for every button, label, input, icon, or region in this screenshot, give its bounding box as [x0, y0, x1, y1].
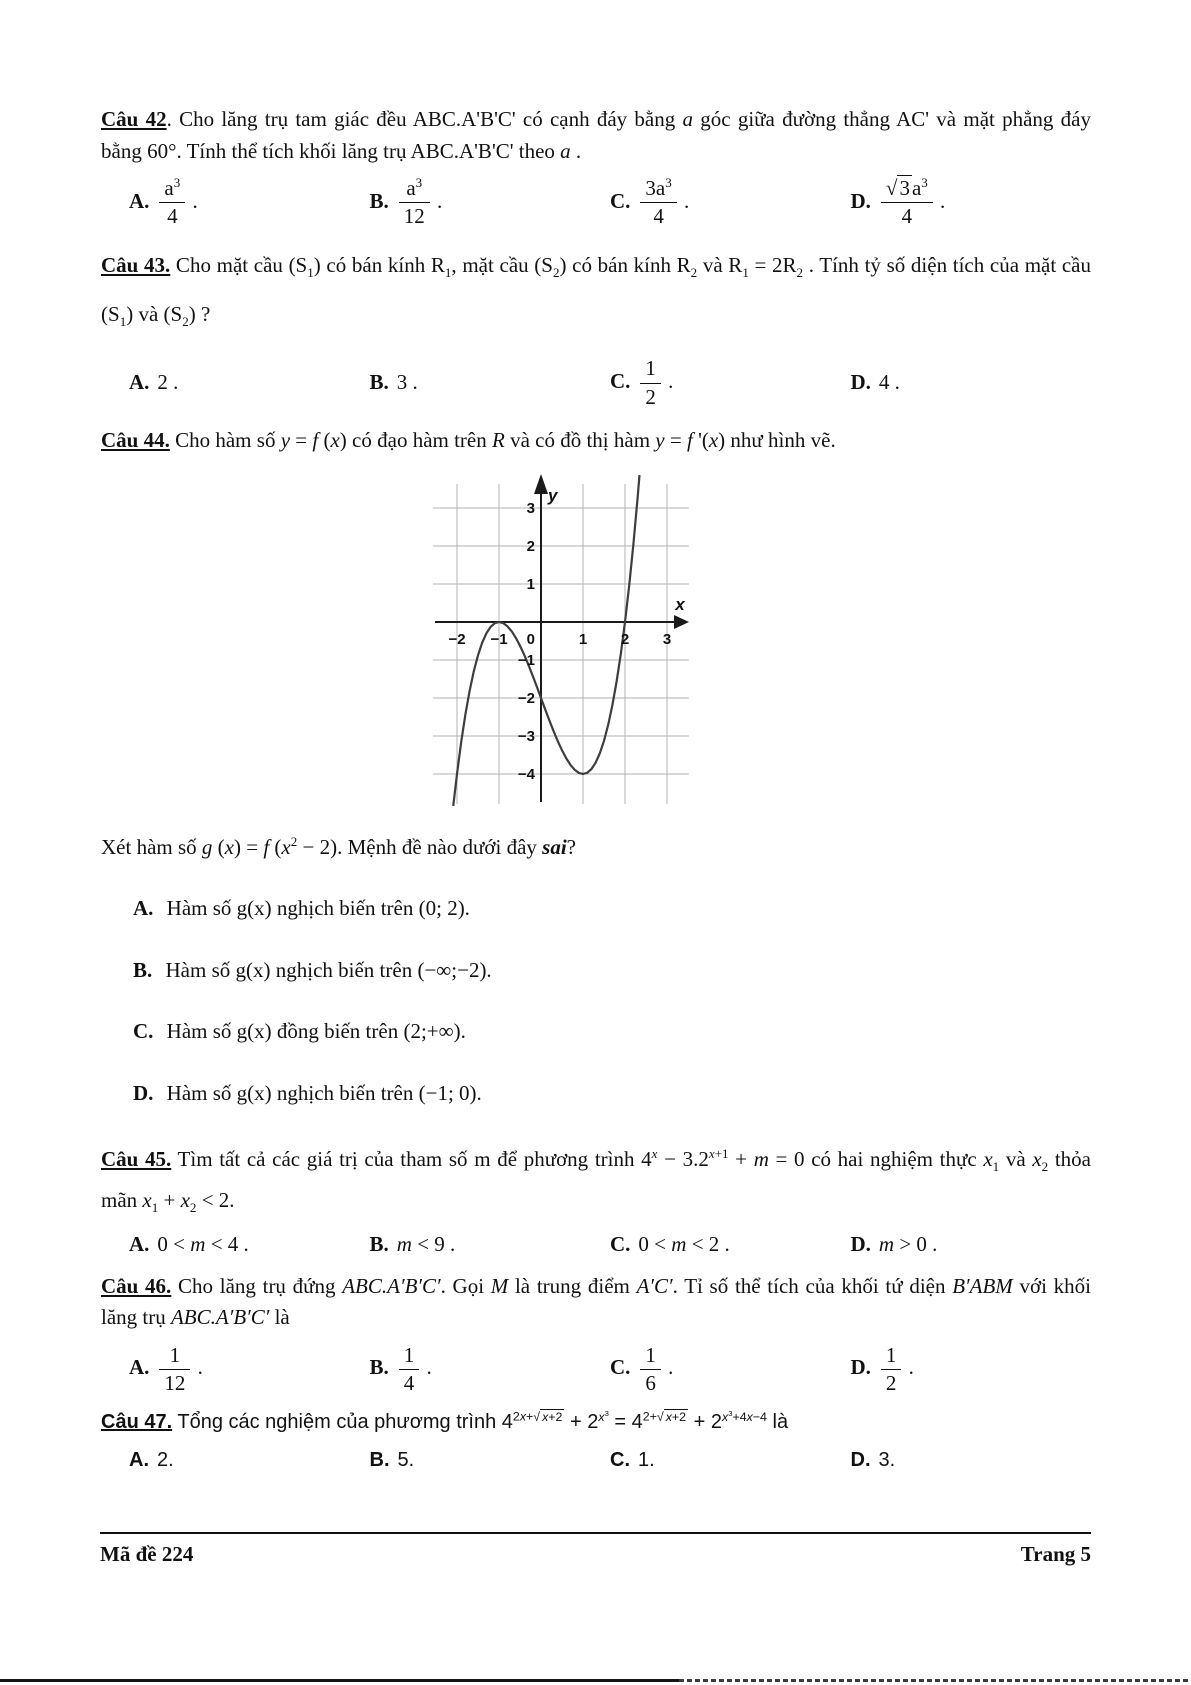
bottom-edge-dashed: [679, 1679, 1191, 1682]
q43-option-c: [610, 355, 851, 411]
question-47-options: [129, 1445, 1091, 1475]
exam-code: Mã đề 224: [100, 1542, 194, 1566]
option-value: $\frac{1}{4}$ .: [397, 1355, 432, 1379]
derivative-curve: [453, 475, 640, 806]
option-letter: B.: [369, 1232, 389, 1257]
option-value: $\frac{1}{12}$ .: [157, 1355, 203, 1379]
option-value: $\frac{√3a^3}{4}$ .: [879, 189, 945, 213]
option-value: Hàm số g(x) nghịch biến trên (−1; 0).: [161, 1080, 482, 1105]
question-43-options: [129, 355, 1091, 411]
question-45-label: Câu 45.: [101, 1147, 172, 1172]
option-letter: C.: [610, 188, 631, 213]
y-tick-label: 2: [526, 538, 535, 556]
question-44-options: [101, 893, 1091, 1109]
q47-option-b: [370, 1445, 611, 1475]
y-tick-label: −2: [517, 690, 535, 708]
q42-option-b: [370, 175, 611, 231]
question-45-options: [129, 1229, 1091, 1261]
question-47-body: Tổng các nghiệm của phươmg trình $4^{2x+√ x+2} + 2^{x^3} = 4^{2+√ x+2} + 2^{x^3+4x-4}$ là: [172, 1408, 789, 1434]
option-value: 5.: [397, 1449, 415, 1472]
derivative-graph: [433, 470, 691, 806]
bottom-edge-solid: [0, 1679, 679, 1682]
option-letter: A.: [129, 1449, 149, 1472]
question-43: [101, 241, 1091, 411]
option-letter: B.: [369, 1449, 390, 1472]
q46-option-d: [851, 1342, 1092, 1398]
q42-option-c: [610, 175, 851, 231]
question-42-options: [129, 175, 1091, 231]
option-value: m > 0 .: [878, 1232, 938, 1257]
q44-option-b: [101, 955, 1091, 987]
option-letter: C.: [610, 368, 631, 393]
option-letter: C.: [610, 1449, 630, 1472]
x-axis-label: x: [675, 595, 685, 615]
option-value: $\frac{1}{2}$ .: [638, 369, 673, 393]
q47-option-c: [610, 1445, 851, 1475]
option-letter: D.: [850, 1355, 871, 1380]
question-43-body: Cho mặt cầu $(S_1)$ có bán kính $R_1$, mặt cầu $(S_2)$ có bán kính $R_2$ và $R_1 = 2R_2$ . Tính tỷ số diện tích của mặt cầu $(S_1)$ và $(S_2)$ ?: [101, 252, 1091, 330]
option-letter: D.: [850, 188, 871, 213]
page-footer: [100, 1532, 1091, 1571]
option-value: $\frac{a^3}{12}$ .: [397, 189, 443, 213]
option-value: $\frac{a^3}{4}$ .: [157, 189, 197, 213]
q43-option-d: [851, 367, 1092, 399]
option-letter: C.: [610, 1355, 631, 1380]
option-letter: A.: [129, 370, 150, 395]
x-tick-label: 3: [662, 631, 672, 649]
question-43-label: Câu 43.: [101, 252, 171, 277]
question-46-text: [101, 1271, 1091, 1334]
y-tick-label: 1: [526, 576, 535, 594]
option-letter: A.: [129, 188, 150, 213]
option-value: 3.: [878, 1449, 896, 1472]
option-value: $\frac{1}{6}$ .: [638, 1355, 673, 1379]
y-tick-label: 3: [526, 500, 535, 518]
option-letter: D.: [850, 1232, 871, 1257]
question-45-text: [101, 1139, 1091, 1221]
question-46-label: Câu 46.: [101, 1273, 172, 1298]
q44-option-c: [101, 1016, 1091, 1048]
question-45-body: Tìm tất cả các giá trị của tham số m để phương trình $4^x - 3.2^{x+1} + m = 0$ có hai nghiệm thực $x_1$ và $x_2$ thỏa mãn $x_1 + x_2 < 2$.: [101, 1146, 1092, 1216]
option-letter: C.: [133, 1019, 154, 1044]
option-value: 4 .: [878, 370, 900, 395]
option-letter: A.: [133, 896, 154, 921]
question-47-label: Câu 47.: [101, 1411, 173, 1434]
question-44-label: Câu 44.: [101, 427, 170, 452]
option-value: 1.: [638, 1449, 655, 1472]
q42-option-a: [129, 175, 370, 231]
origin-label: 0: [526, 631, 535, 649]
question-47: [101, 1407, 1091, 1475]
graph-axes: [435, 488, 679, 802]
question-44-body: Cho hàm số y = f (x) có đạo hàm trên R và có đồ thị hàm y = f '(x) như hình vẽ.: [169, 427, 836, 452]
question-42-body: . Cho lăng trụ tam giác đều ABC.A'B'C' có cạnh đáy bằng a góc giữa đường thẳng AC' và mặt phẳng đáy bằng 60°. Tính thể tích khối lăng trụ ABC.A'B'C' theo a .: [101, 107, 1091, 163]
option-value: 2.: [157, 1449, 174, 1472]
option-value: Hàm số g(x) nghịch biến trên (−∞;−2).: [160, 957, 492, 982]
question-46-options: [129, 1342, 1091, 1398]
option-letter: D.: [133, 1080, 154, 1105]
y-axis-label: y: [548, 486, 558, 506]
x-axis-arrow-icon: [674, 615, 689, 629]
question-46: [101, 1271, 1091, 1398]
question-42-text: [101, 104, 1091, 167]
option-value: Hàm số g(x) nghịch biến trên (0; 2).: [161, 896, 470, 921]
option-letter: C.: [610, 1232, 631, 1257]
question-45: [101, 1139, 1091, 1260]
q43-option-a: [129, 367, 370, 399]
question-42: [101, 104, 1091, 231]
q47-option-d: [851, 1445, 1092, 1475]
question-46-body: Cho lăng trụ đứng ABC.A′B′C′. Gọi M là trung điểm A′C′. Tỉ số thể tích của khối tứ diện B′ABM với khối lăng trụ ABC.A′B′C′ là: [101, 1273, 1091, 1330]
q45-option-b: [370, 1229, 611, 1261]
option-value: Hàm số g(x) đồng biến trên (2;+∞).: [161, 1019, 466, 1044]
q46-option-c: [610, 1342, 851, 1398]
q47-option-a: [129, 1445, 370, 1475]
option-value: $\frac{1}{2}$ .: [879, 1355, 914, 1379]
q45-option-d: [851, 1229, 1092, 1261]
option-value: 0 < m < 2 .: [638, 1232, 730, 1257]
y-tick-label: −4: [517, 766, 535, 784]
question-43-text: [101, 241, 1091, 340]
question-47-text: [101, 1407, 1091, 1437]
y-tick-label: −3: [517, 728, 535, 746]
option-letter: A.: [129, 1232, 150, 1257]
x-tick-label: 2: [620, 631, 630, 649]
q43-option-b: [370, 367, 611, 399]
option-letter: B.: [369, 188, 389, 213]
option-letter: B.: [369, 370, 389, 395]
y-axis-arrow-icon: [534, 474, 548, 494]
q44-option-a: [101, 893, 1091, 925]
option-value: 3 .: [396, 370, 418, 395]
graph-grid: [433, 484, 689, 804]
q45-option-c: [610, 1229, 851, 1261]
option-value: $\frac{3a^3}{4}$ .: [638, 189, 689, 213]
option-letter: D.: [850, 370, 871, 395]
question-44: [101, 425, 1091, 1110]
option-letter: B.: [369, 1355, 389, 1380]
option-letter: B.: [133, 957, 153, 982]
question-44-text: [101, 425, 1091, 457]
q45-option-a: [129, 1229, 370, 1261]
y-tick-label: −1: [517, 652, 535, 670]
question-42-label: Câu 42: [101, 107, 167, 131]
option-letter: D.: [850, 1449, 871, 1472]
question-44-figure: [101, 470, 1091, 816]
option-letter: A.: [129, 1355, 150, 1380]
x-tick-label: 1: [578, 631, 588, 649]
question-44-note: Xét hàm số g (x) = f $(x^2 - 2)$. Mệnh đề nào dưới đây sai?: [101, 833, 576, 859]
x-tick-label: −2: [448, 631, 466, 649]
option-value: 2 .: [157, 370, 179, 395]
q46-option-b: [370, 1342, 611, 1398]
page-bottom-edge: [0, 1679, 1191, 1682]
q44-option-d: [101, 1078, 1091, 1110]
q46-option-a: [129, 1342, 370, 1398]
x-tick-label: −1: [490, 631, 508, 649]
option-value: 0 < m < 4 .: [157, 1232, 249, 1257]
page-number: Trang 5: [1020, 1542, 1091, 1566]
option-value: m < 9 .: [396, 1232, 456, 1257]
q42-option-d: [851, 175, 1092, 231]
